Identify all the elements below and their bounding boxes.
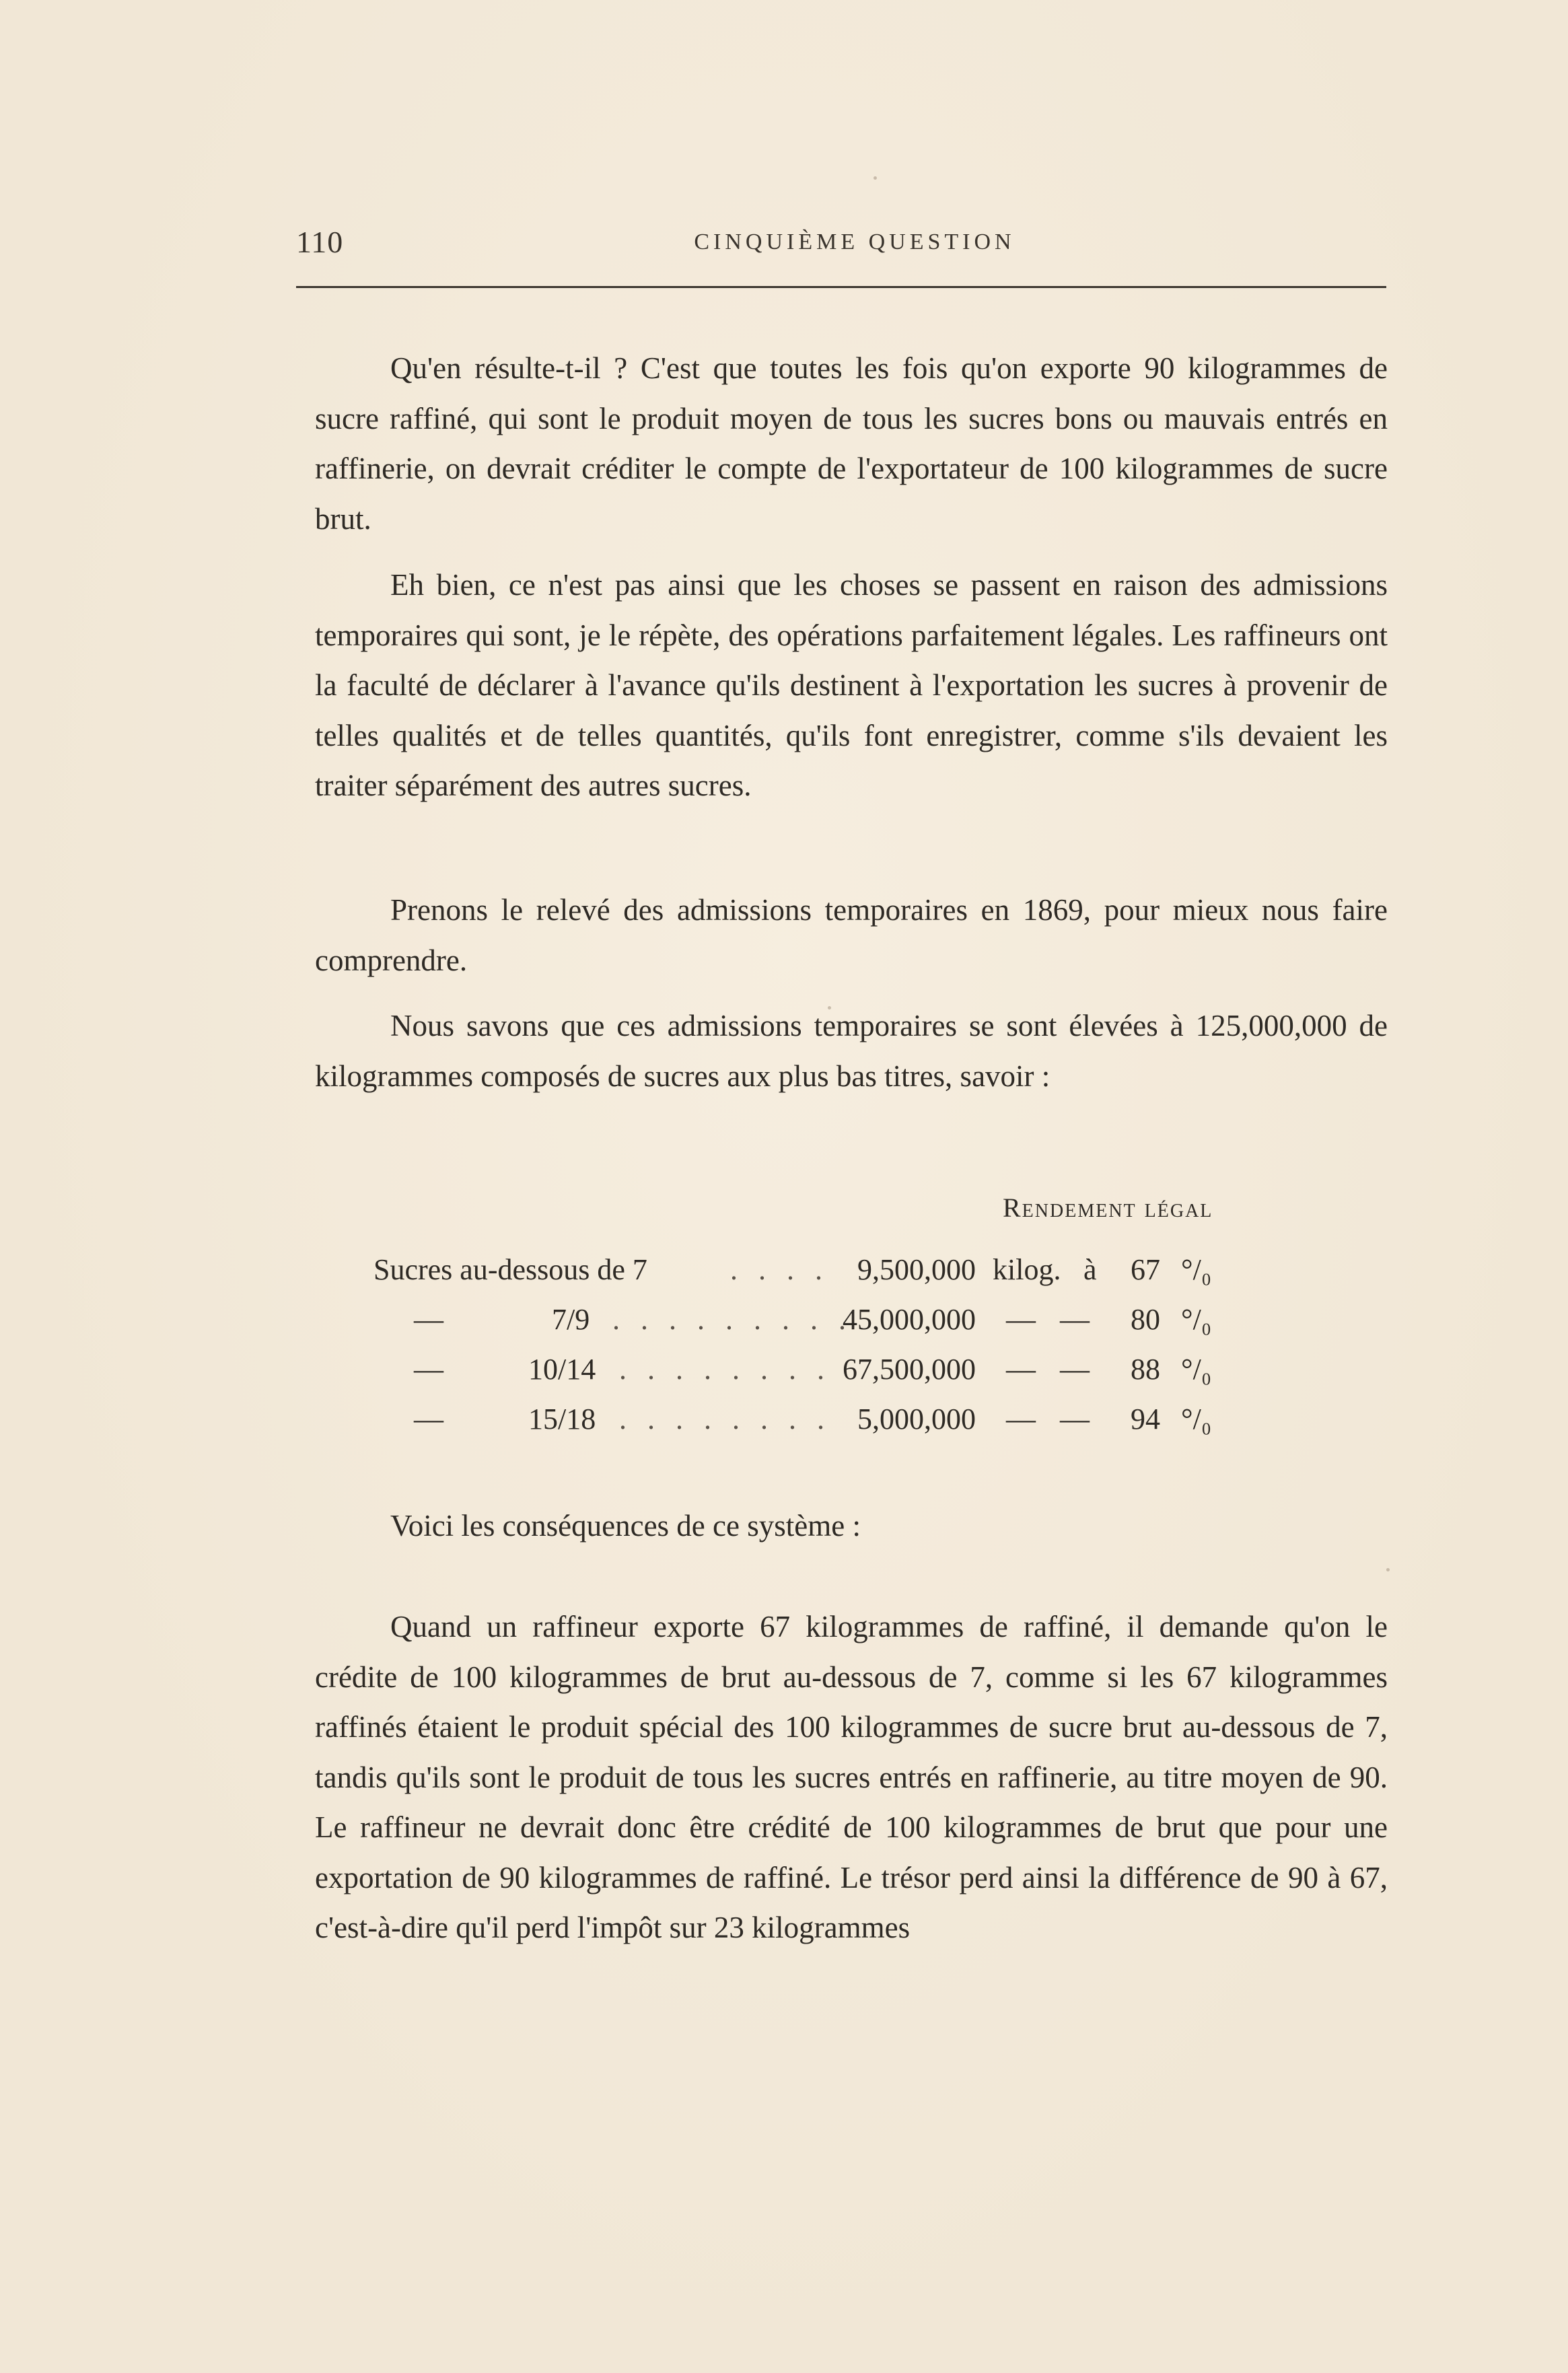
grade: 7/9	[552, 1303, 590, 1336]
row-label: Sucres au-dessous de 7	[373, 1253, 647, 1286]
leader-dots: . . . . . . . .	[619, 1353, 831, 1386]
paper-speck	[1386, 1568, 1390, 1571]
table-header: Rendement légal	[1003, 1193, 1213, 1223]
ditto-dash: —	[414, 1303, 443, 1336]
paragraph-text: Voici les conséquences de ce système :	[390, 1509, 861, 1543]
table-row	[373, 1245, 1356, 1295]
ditto-unit: —	[1006, 1353, 1036, 1386]
rate: 94	[1131, 1403, 1160, 1436]
unit: kilog.	[993, 1253, 1061, 1286]
quantity: 5,000,000	[857, 1403, 976, 1436]
header-rule	[296, 286, 1386, 288]
leader-dots: . . . . . . . . .	[612, 1303, 853, 1336]
percent-sign: °/₀	[1181, 1253, 1212, 1286]
rate: 80	[1131, 1303, 1160, 1336]
percent-sign: °/₀	[1181, 1403, 1212, 1436]
connector: à	[1083, 1253, 1097, 1286]
paragraph-text: Eh bien, ce n'est pas ainsi que les choses se passent en raison des admissions temporaires qui sont, je le répète, des opérations parfaitement légales. Les raffineurs ont la faculté de déclarer à l'avance qu'ils destinent à l'exportation les sucres à provenir de telles qualités et de telles quantités, qu'ils font enregistrer, comme s'ils devaient les traiter séparément des autres sucres.	[315, 568, 1388, 802]
paragraph-1	[315, 343, 1388, 544]
paragraph-text: Quand un raffineur exporte 67 kilogrammes de raffiné, il demande qu'on le crédite de 100 kilogrammes de brut au-dessous de 7, comme si les 67 kilogrammes raffinés étaient le produit spécial des 100 kilogrammes de sucre brut au-dessous de 7, tandis qu'ils sont le produit de tous les sucres entrés en raffinerie, au titre moyen de 90. Le raffineur ne devrait donc être crédité de 100 kilogrammes de brut que pour une exportation de 90 kilogrammes de raffiné. Le trésor perd ainsi la différence de 90 à 67, c'est-à-dire qu'il perd l'impôt sur 23 kilogrammes	[315, 1610, 1388, 1944]
quantity: 9,500,000	[857, 1253, 976, 1286]
paragraph-2	[315, 560, 1388, 811]
quantity: 45,000,000	[843, 1303, 976, 1336]
ditto-unit: —	[1006, 1403, 1036, 1436]
ditto-connector: —	[1060, 1353, 1090, 1386]
paragraph-text: Prenons le relevé des admissions temporaires en 1869, pour mieux nous faire comprendre.	[315, 893, 1388, 977]
quantity: 67,500,000	[843, 1353, 976, 1386]
paragraph-text: Qu'en résulte-t-il ? C'est que toutes les fois qu'on exporte 90 kilogrammes de sucre raffiné, qui sont le produit moyen de tous les sucres bons ou mauvais entrés en raffinerie, on devrait créditer le compte de l'exportateur de 100 kilogrammes de sucre brut.	[315, 351, 1388, 536]
paragraph-6	[315, 1602, 1388, 1953]
ditto-connector: —	[1060, 1403, 1090, 1436]
ditto-unit: —	[1006, 1303, 1036, 1336]
ditto-dash: —	[414, 1353, 443, 1386]
table-row	[373, 1394, 1356, 1444]
ditto-connector: —	[1060, 1303, 1090, 1336]
paper-speck	[874, 176, 877, 180]
grade: 10/14	[528, 1353, 596, 1386]
leader-dots: . . . .	[730, 1253, 829, 1286]
paragraph-text: Nous savons que ces admissions temporaires se sont élevées à 125,000,000 de kilogrammes composés de sucres aux plus bas titres, savoir :	[315, 1009, 1388, 1093]
paragraph-5	[315, 1501, 1388, 1551]
percent-sign: °/₀	[1181, 1303, 1212, 1336]
grade: 15/18	[528, 1403, 596, 1436]
paragraph-3	[315, 885, 1388, 985]
rate: 67	[1131, 1253, 1160, 1286]
section-title: CINQUIÈME QUESTION	[694, 229, 1015, 254]
leader-dots: . . . . . . . .	[619, 1403, 831, 1436]
paragraph-4	[315, 1001, 1388, 1101]
table-row	[373, 1345, 1356, 1394]
page-number: 110	[296, 225, 344, 259]
rate: 88	[1131, 1353, 1160, 1386]
percent-sign: °/₀	[1181, 1353, 1212, 1386]
ditto-dash: —	[414, 1403, 443, 1436]
running-head	[296, 222, 1386, 262]
table-row	[373, 1295, 1356, 1345]
